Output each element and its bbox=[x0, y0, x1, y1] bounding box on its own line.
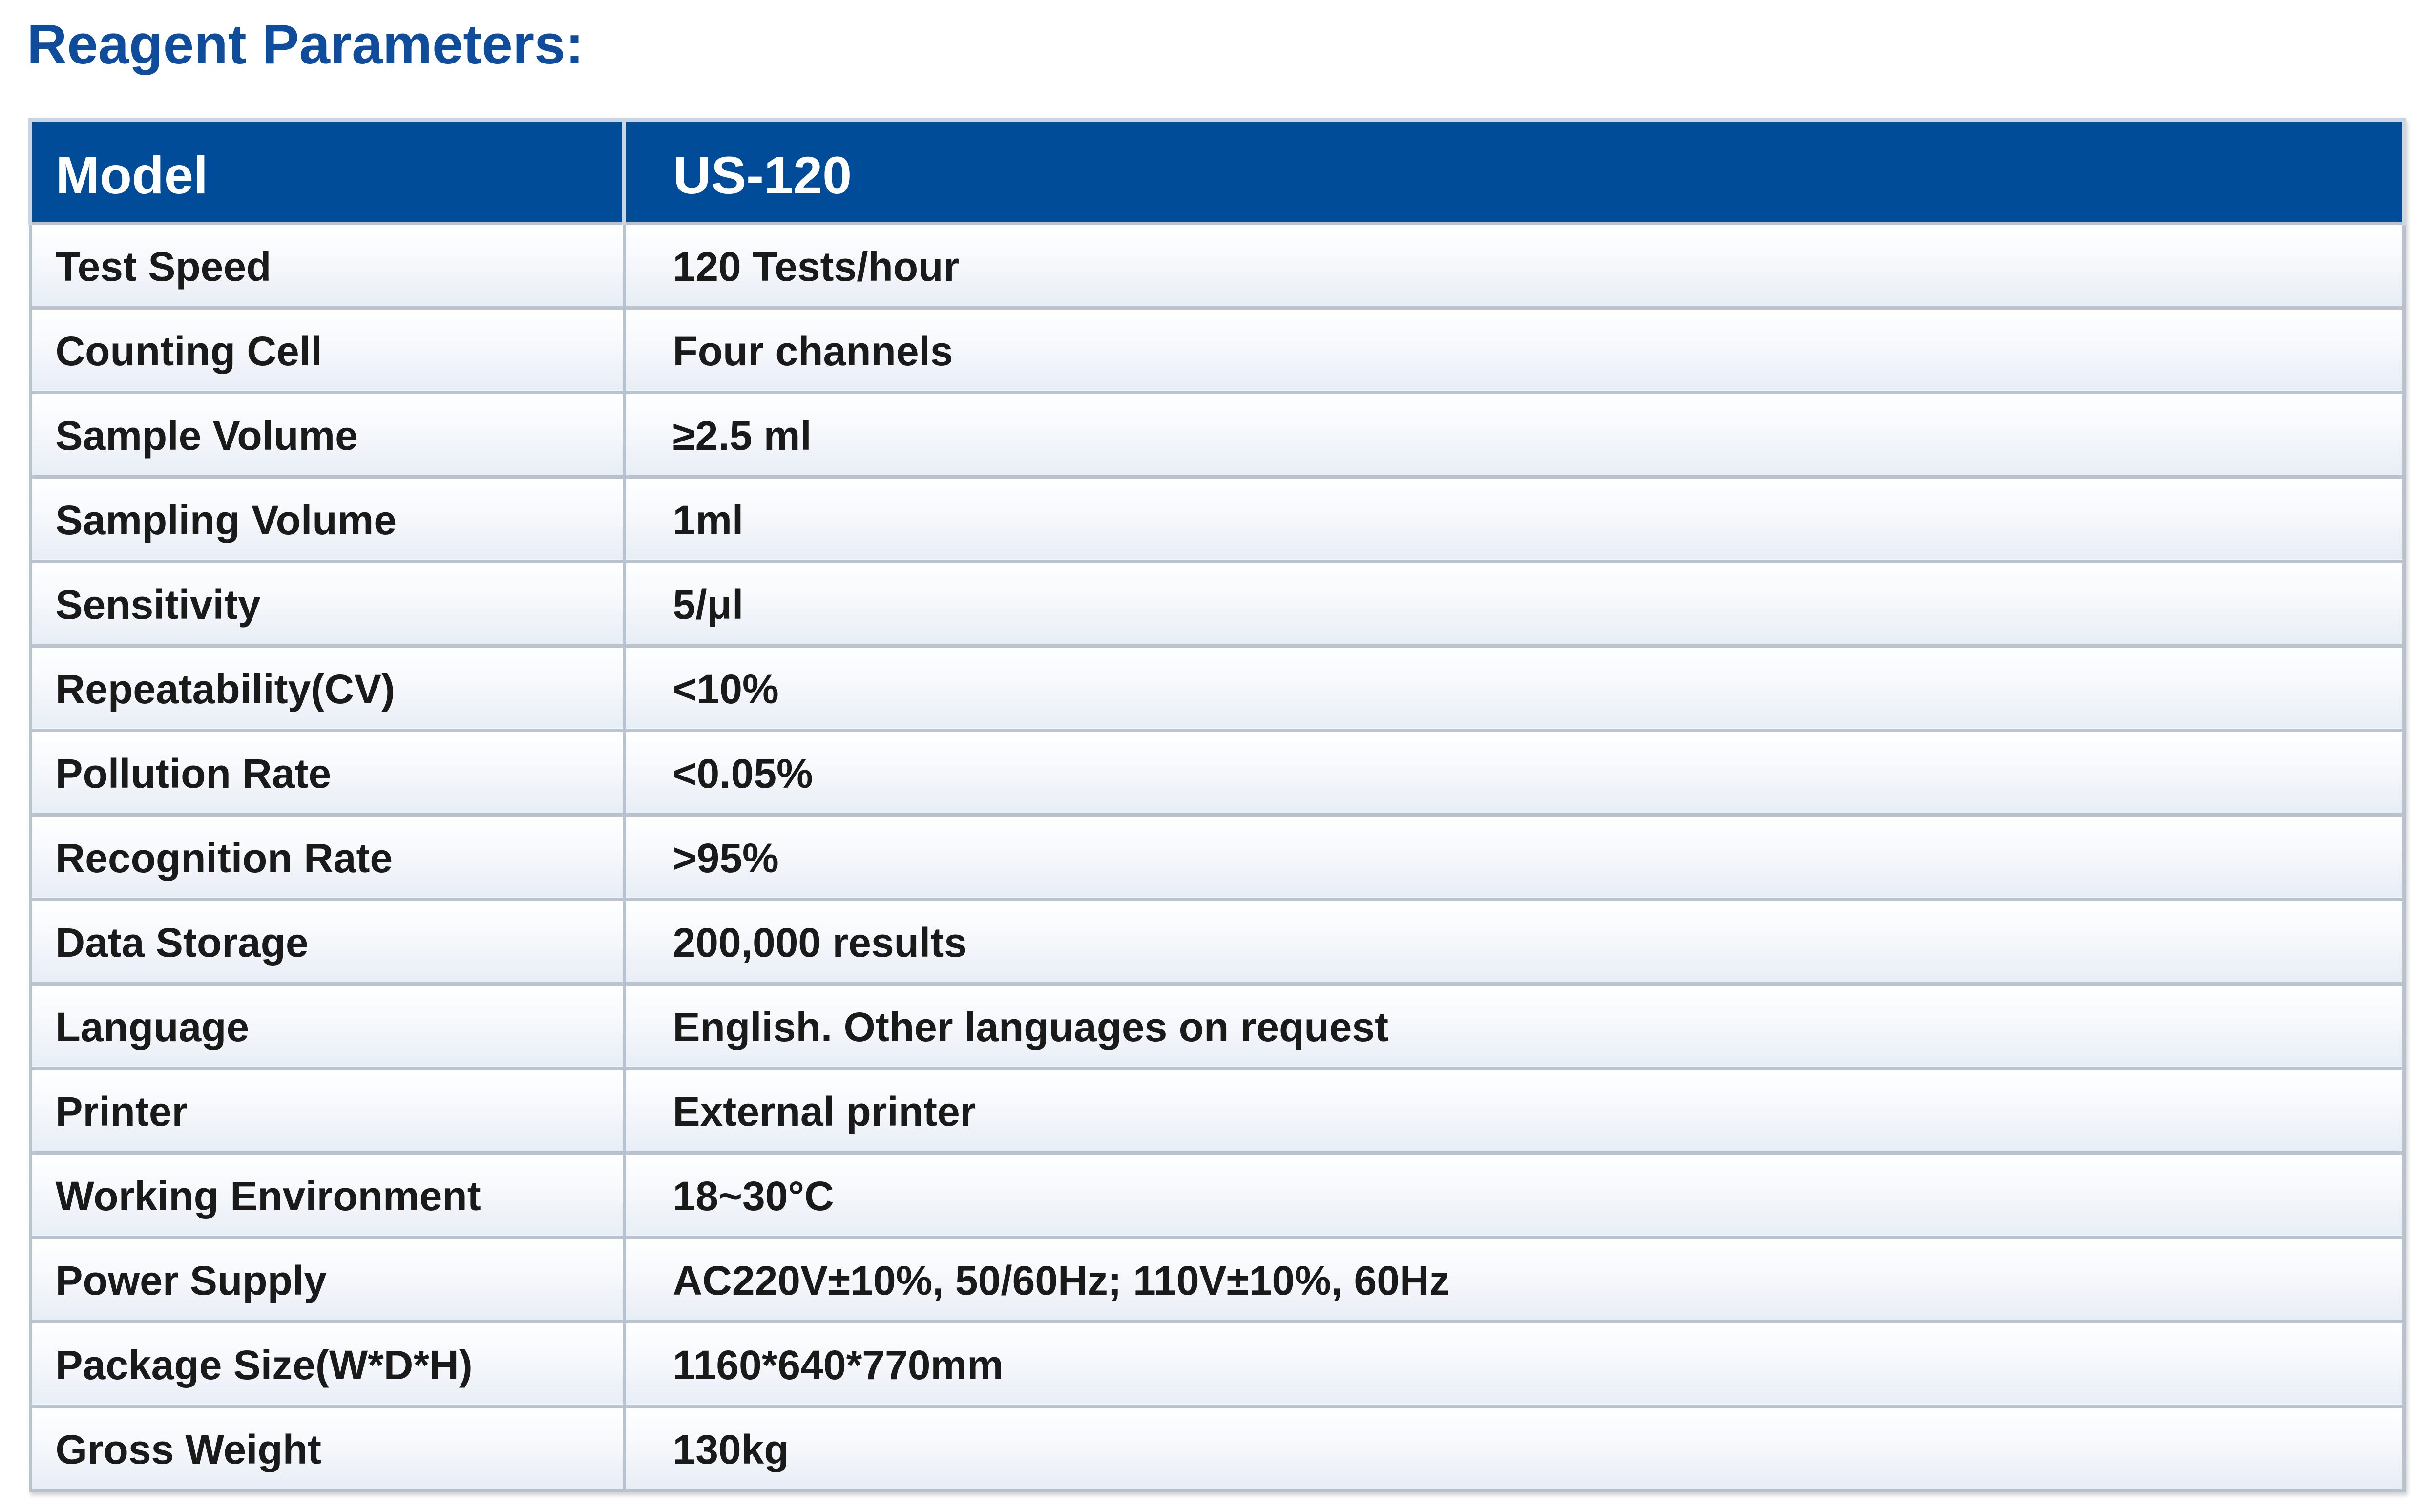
row-label: Data Storage bbox=[30, 899, 624, 984]
table-row bbox=[30, 1153, 2404, 1237]
row-label: Power Supply bbox=[30, 1237, 624, 1322]
table-row bbox=[30, 561, 2404, 646]
table-row bbox=[30, 646, 2404, 730]
row-value: 200,000 results bbox=[624, 899, 2404, 984]
row-value: 1ml bbox=[624, 477, 2404, 561]
row-label: Pollution Rate bbox=[30, 730, 624, 815]
table-row bbox=[30, 899, 2404, 984]
row-value: >95% bbox=[624, 815, 2404, 899]
row-value: 1160*640*770mm bbox=[624, 1322, 2404, 1406]
page-title: Reagent Parameters: bbox=[27, 14, 584, 76]
header-label: Model bbox=[30, 120, 624, 223]
row-value: External printer bbox=[624, 1068, 2404, 1153]
row-label: Counting Cell bbox=[30, 308, 624, 392]
row-label: Package Size(W*D*H) bbox=[30, 1322, 624, 1406]
row-value: English. Other languages on request bbox=[624, 984, 2404, 1068]
row-value: 18~30°C bbox=[624, 1153, 2404, 1237]
row-value: Four channels bbox=[624, 308, 2404, 392]
table-row bbox=[30, 223, 2404, 308]
table-header-row bbox=[30, 120, 2404, 223]
table-row bbox=[30, 1237, 2404, 1322]
row-value: AC220V±10%, 50/60Hz; 110V±10%, 60Hz bbox=[624, 1237, 2404, 1322]
row-label: Sampling Volume bbox=[30, 477, 624, 561]
table-row bbox=[30, 984, 2404, 1068]
row-label: Test Speed bbox=[30, 223, 624, 308]
row-value: <0.05% bbox=[624, 730, 2404, 815]
row-value: 130kg bbox=[624, 1406, 2404, 1491]
table-row bbox=[30, 730, 2404, 815]
row-value: 120 Tests/hour bbox=[624, 223, 2404, 308]
row-label: Recognition Rate bbox=[30, 815, 624, 899]
table-row bbox=[30, 1322, 2404, 1406]
table-row bbox=[30, 308, 2404, 392]
table-row bbox=[30, 815, 2404, 899]
row-label: Working Environment bbox=[30, 1153, 624, 1237]
table-row bbox=[30, 1068, 2404, 1153]
row-label: Gross Weight bbox=[30, 1406, 624, 1491]
spec-table bbox=[28, 118, 2406, 1492]
table-row bbox=[30, 1406, 2404, 1491]
row-value: ≥2.5 ml bbox=[624, 392, 2404, 477]
row-label: Language bbox=[30, 984, 624, 1068]
row-label: Sample Volume bbox=[30, 392, 624, 477]
table-row bbox=[30, 477, 2404, 561]
table-row bbox=[30, 392, 2404, 477]
row-label: Sensitivity bbox=[30, 561, 624, 646]
row-value: <10% bbox=[624, 646, 2404, 730]
row-value: 5/μl bbox=[624, 561, 2404, 646]
row-label: Repeatability(CV) bbox=[30, 646, 624, 730]
row-label: Printer bbox=[30, 1068, 624, 1153]
header-model-value: US-120 bbox=[624, 120, 2404, 223]
table-body bbox=[30, 223, 2404, 1491]
